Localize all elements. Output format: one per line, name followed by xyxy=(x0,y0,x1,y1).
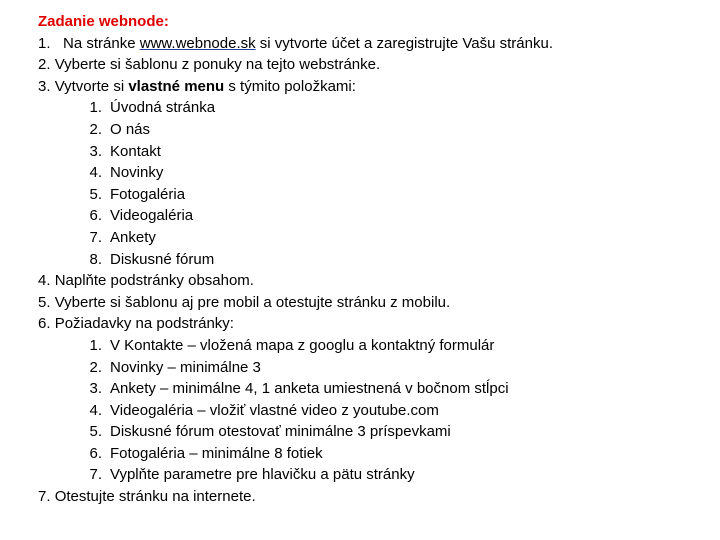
requirement-number: 6. xyxy=(89,444,102,462)
step-text: Otestujte stránku na internete. xyxy=(54,488,256,506)
requirement-item xyxy=(38,335,708,357)
requirement-item xyxy=(38,378,708,400)
menu-item xyxy=(38,227,708,249)
requirement-number: 1. xyxy=(89,336,102,354)
requirement-text: V Kontakte – vložená mapa z googlu a kontaktný formulár xyxy=(110,336,495,354)
menu-item xyxy=(38,205,708,227)
menu-item-text: Ankety xyxy=(110,228,156,246)
menu-item-text: Fotogaléria xyxy=(110,185,186,203)
step-1 xyxy=(38,33,708,55)
menu-item-number: 6. xyxy=(89,207,102,225)
menu-item-text: Diskusné fórum xyxy=(110,250,215,268)
menu-item-number: 2. xyxy=(89,120,102,138)
requirement-number: 5. xyxy=(89,423,102,441)
menu-item-number: 1. xyxy=(89,99,102,117)
requirement-text: Fotogaléria – minimálne 8 fotiek xyxy=(110,444,323,462)
menu-item xyxy=(38,119,708,141)
assignment-title: Zadanie webnode: xyxy=(38,13,169,30)
step-number: 3. xyxy=(38,77,51,95)
menu-item-number: 8. xyxy=(89,250,102,268)
step-text: Požiadavky na podstránky: xyxy=(54,315,234,333)
menu-item-text: Kontakt xyxy=(110,142,161,160)
step-number: 7. xyxy=(38,488,51,506)
step-6 xyxy=(38,313,708,335)
menu-item-number: 5. xyxy=(89,185,102,203)
step-text: Vyberte si šablonu aj pre mobil a otestujte stránku z mobilu. xyxy=(54,293,451,311)
requirement-number: 7. xyxy=(89,466,102,484)
menu-item xyxy=(38,97,708,119)
requirement-item xyxy=(38,357,708,379)
step-text-bold: vlastné menu xyxy=(128,77,225,95)
requirement-item xyxy=(38,421,708,443)
step-number: 1. xyxy=(38,34,51,52)
step-text-after: si vytvorte účet a zaregistrujte Vašu stránku. xyxy=(255,34,553,52)
requirement-item xyxy=(38,443,708,465)
step-4 xyxy=(38,270,708,292)
step-number: 6. xyxy=(38,315,51,333)
step-text-before: Na stránke xyxy=(63,34,140,52)
menu-item-text: O nás xyxy=(110,120,151,138)
step-5 xyxy=(38,292,708,314)
menu-item-number: 3. xyxy=(89,142,102,160)
menu-item xyxy=(38,141,708,163)
step-text: Vyberte si šablonu z ponuky na tejto webstránke. xyxy=(54,56,381,74)
step-text-after: s týmito položkami: xyxy=(224,77,356,95)
menu-item-number: 4. xyxy=(89,164,102,182)
requirement-text: Novinky – minimálne 3 xyxy=(110,358,261,376)
step-number: 5. xyxy=(38,293,51,311)
menu-item xyxy=(38,249,708,271)
menu-item xyxy=(38,184,708,206)
requirement-number: 2. xyxy=(89,358,102,376)
menu-item-text: Videogaléria xyxy=(110,207,194,225)
menu-item-text: Úvodná stránka xyxy=(110,99,216,117)
requirement-text: Diskusné fórum otestovať minimálne 3 príspevkami xyxy=(110,423,451,441)
assignment-document xyxy=(38,11,708,508)
requirement-number: 3. xyxy=(89,380,102,398)
menu-item-text: Novinky xyxy=(110,164,164,182)
step-7 xyxy=(38,486,708,508)
menu-item xyxy=(38,162,708,184)
requirement-text: Vyplňte parametre pre hlavičku a pätu stránky xyxy=(110,466,415,484)
requirement-item xyxy=(38,464,708,486)
step-2 xyxy=(38,54,708,76)
step-text-before: Vytvorte si xyxy=(54,77,129,95)
webnode-link[interactable]: www.webnode.sk xyxy=(139,34,256,52)
step-3 xyxy=(38,76,708,98)
menu-item-number: 7. xyxy=(89,228,102,246)
step-number: 4. xyxy=(38,272,51,290)
step-text: Naplňte podstránky obsahom. xyxy=(54,272,254,290)
requirement-number: 4. xyxy=(89,401,102,419)
step-number: 2. xyxy=(38,56,51,74)
requirement-item xyxy=(38,400,708,422)
requirement-text: Ankety – minimálne 4, 1 anketa umiestnená v bočnom stĺpci xyxy=(110,380,509,398)
requirement-text: Videogaléria – vložiť vlastné video z youtube.com xyxy=(110,401,439,419)
